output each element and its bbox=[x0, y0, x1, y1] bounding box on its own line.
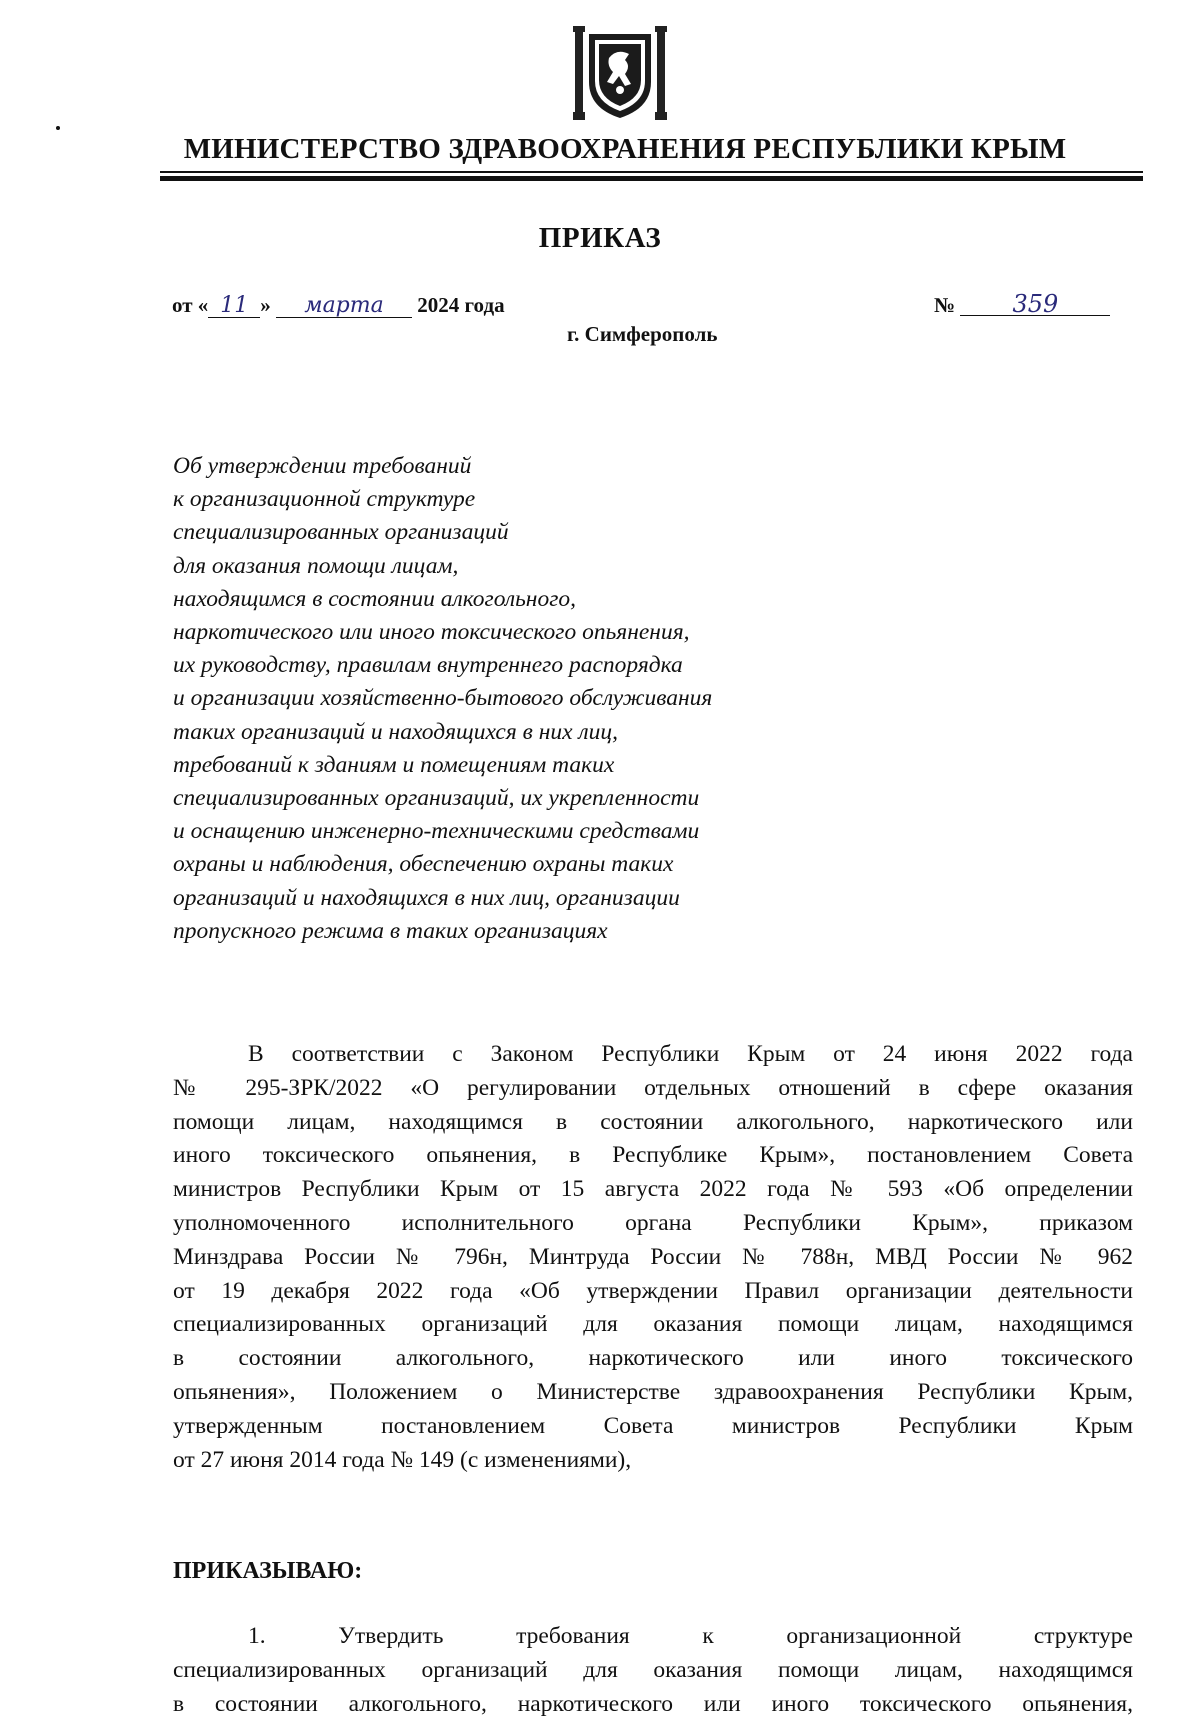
order-city: г. Симферополь bbox=[567, 322, 718, 346]
scan-speck bbox=[56, 126, 60, 130]
body-line: В соответствии с Законом Республики Крым от 24 июня 2022 года bbox=[248, 1041, 1133, 1067]
body-line: помощи лицам, находящимся в состоянии алкогольного, наркотического или bbox=[173, 1108, 1133, 1135]
subject-line: и оснащению инженерно-техническими средствами bbox=[173, 818, 700, 845]
date-suffix: 2024 года bbox=[417, 293, 505, 317]
subject-line: для оказания помощи лицам, bbox=[173, 552, 459, 579]
subject-line: их руководству, правилам внутреннего распорядка bbox=[173, 652, 683, 679]
body-line: Минздрава России № 796н, Минтруда России № 788н, МВД России № 962 bbox=[173, 1243, 1133, 1270]
subject-line: к организационной структуре bbox=[173, 486, 476, 513]
body-line: опьянения», Положением о Министерстве здравоохранения Республики Крым, bbox=[173, 1378, 1133, 1405]
order-title: ПРИКАЗ bbox=[538, 222, 662, 254]
ministry-name: МИНИСТЕРСТВО ЗДРАВООХРАНЕНИЯ РЕСПУБЛИКИ КРЫМ bbox=[183, 133, 1067, 165]
subject-line: организаций и находящихся в них лиц, организации bbox=[173, 884, 680, 911]
item-line: 1. Утвердить требования к организационной структуре bbox=[248, 1623, 1133, 1649]
date-month-handwritten: марта bbox=[276, 295, 412, 318]
order-command: ПРИКАЗЫВАЮ: bbox=[173, 1558, 363, 1584]
body-line: министров Республики Крым от 15 августа 2022 года № 593 «Об определении bbox=[173, 1176, 1133, 1203]
subject-line: таких организаций и находящихся в них лиц, bbox=[173, 718, 619, 745]
order-number bbox=[934, 290, 1110, 318]
subject-line: специализированных организаций bbox=[173, 519, 509, 546]
subject-line: и организации хозяйственно-бытового обслуживания bbox=[173, 685, 713, 712]
body-line: № 295-ЗРК/2022 «О регулировании отдельных отношений в сфере оказания bbox=[173, 1074, 1133, 1101]
date-prefix: от « bbox=[172, 293, 209, 317]
body-line: утвержденным постановлением Совета министров Республики Крым bbox=[173, 1412, 1133, 1439]
body-line: уполномоченного исполнительного органа Республики Крым», приказом bbox=[173, 1209, 1133, 1236]
number-label: № bbox=[934, 293, 956, 317]
crimea-coat-of-arms-icon bbox=[573, 26, 667, 120]
subject-line: находящимся в состоянии алкогольного, bbox=[173, 585, 577, 612]
body-line: от 19 декабря 2022 года «Об утверждении Правил организации деятельности bbox=[173, 1277, 1133, 1304]
body-line: в состоянии алкогольного, наркотического или иного токсического bbox=[173, 1345, 1133, 1372]
item-line: специализированных организаций для оказания помощи лицам, находящимся bbox=[173, 1656, 1133, 1683]
subject-line: Об утверждении требований bbox=[173, 453, 472, 479]
subject-line: охраны и наблюдения, обеспечению охраны таких bbox=[173, 851, 674, 878]
body-line: специализированных организаций для оказания помощи лицам, находящимся bbox=[173, 1311, 1133, 1338]
body-line: иного токсического опьянения, в Республике Крым», постановлением Совета bbox=[173, 1142, 1133, 1169]
item-line: в состоянии алкогольного, наркотического или иного токсического опьянения, bbox=[173, 1690, 1133, 1717]
subject-line: пропускного режима в таких организациях bbox=[173, 917, 608, 944]
body-line: от 27 июня 2014 года № 149 (с изменениями), bbox=[173, 1446, 632, 1473]
header-rule-thick bbox=[160, 176, 1143, 181]
date-mid: » bbox=[260, 293, 271, 317]
order-item-1 bbox=[173, 1620, 1133, 1721]
number-value-handwritten: 359 bbox=[960, 293, 1110, 316]
subject-line: требований к зданиям и помещениям таких bbox=[173, 751, 615, 778]
order-subject bbox=[173, 450, 873, 948]
subject-line: специализированных организаций, их укрепленности bbox=[173, 785, 700, 812]
order-date bbox=[172, 293, 505, 318]
preamble-paragraph bbox=[173, 1038, 1133, 1477]
date-day-handwritten: 11 bbox=[208, 295, 260, 318]
header-rule-thin bbox=[160, 171, 1143, 173]
subject-line: наркотического или иного токсического опьянения, bbox=[173, 619, 690, 646]
